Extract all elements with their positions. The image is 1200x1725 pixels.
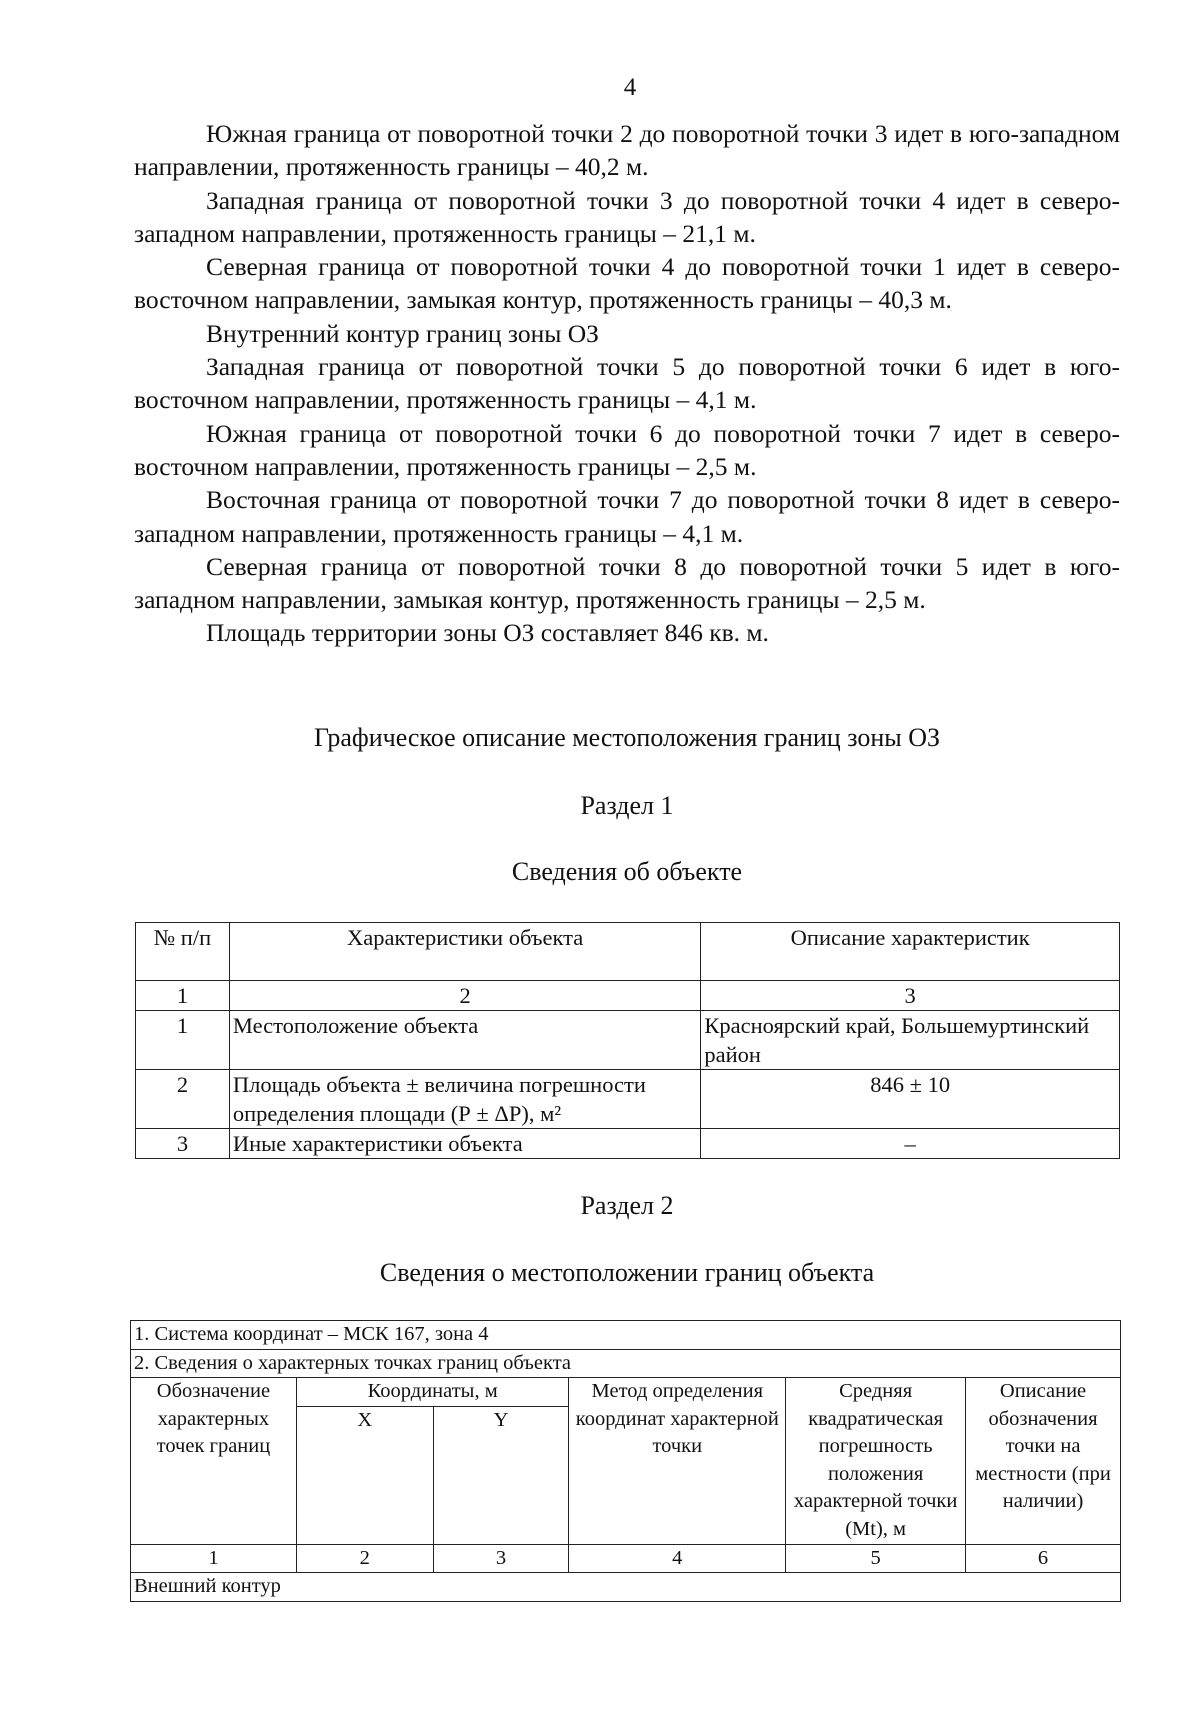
row-number: 1	[136, 1011, 230, 1070]
row-number: 2	[136, 1070, 230, 1129]
index-cell: 3	[701, 981, 1120, 1011]
page-number: 4	[623, 74, 637, 101]
index-cell: 3	[433, 1544, 569, 1573]
row-characteristic: Местоположение объекта	[229, 1011, 700, 1070]
col-header-mean-error: Средняя квадратическая погрешность положения характерной точки (Mt), м	[786, 1378, 966, 1545]
index-cell: 1	[136, 981, 230, 1011]
row-characteristic: Иные характеристики объекта	[229, 1129, 700, 1159]
points-info-title: 2. Сведения о характерных точках границ объекта	[131, 1349, 1121, 1378]
index-cell: 2	[296, 1544, 433, 1573]
body-text	[134, 117, 1120, 650]
row-number: 3	[136, 1129, 230, 1159]
col-header-y: Y	[433, 1406, 569, 1544]
boundary-points-table	[130, 1320, 1121, 1602]
coordinate-system: 1. Система координат – МСК 167, зона 4	[131, 1321, 1121, 1350]
paragraph-north-inner: Северная граница от поворотной точки 8 до поворотной точки 5 идет в юго-западном направлении, замыкая контур, протяженность границы – 2,5 м.	[134, 551, 1120, 615]
row-value: 846 ± 10	[701, 1070, 1120, 1129]
col-header-description: Описание характеристик	[701, 923, 1120, 981]
heading-graphic-description: Графическое описание местоположения границ зоны ОЗ	[313, 723, 941, 752]
col-header-x: X	[296, 1406, 433, 1544]
row-characteristic: Площадь объекта ± величина погрешности определения площади (Р ± ΔР), м²	[229, 1070, 700, 1129]
paragraph-inner-contour-title: Внутренний контур границ зоны ОЗ	[206, 318, 599, 348]
heading-section-1: Раздел 1	[580, 791, 674, 820]
col-header-coordinates: Координаты, м	[296, 1378, 569, 1407]
outer-contour-row: Внешний контур	[131, 1573, 1121, 1602]
col-header-point-description: Описание обозначения точки на местности (при наличии)	[966, 1378, 1121, 1545]
index-cell: 4	[569, 1544, 786, 1573]
paragraph-west-inner: Западная граница от поворотной точки 5 до поворотной точки 6 идет в юго-восточном направлении, протяженность границы – 4,1 м.	[134, 352, 1120, 415]
col-header-characteristics: Характеристики объекта	[229, 923, 700, 981]
heading-location-info: Сведения о местоположении границ объекта	[379, 1258, 875, 1287]
paragraph-east-inner: Восточная граница от поворотной точки 7 до поворотной точки 8 идет в северо-западном направлении, протяженность границы – 4,1 м.	[134, 485, 1120, 548]
paragraph-south-inner: Южная граница от поворотной точки 6 до поворотной точки 7 идет в северо-восточном направлении, протяженность границы – 2,5 м.	[134, 418, 1120, 481]
heading-section-2: Раздел 2	[580, 1191, 674, 1220]
table-row	[136, 1129, 1120, 1159]
paragraph-area: Площадь территории зоны ОЗ составляет 846 кв. м.	[206, 618, 769, 648]
row-value: –	[701, 1129, 1120, 1159]
paragraph-south-outer: Южная граница от поворотной точки 2 до поворотной точки 3 идет в юго-западном направлении, протяженность границы – 40,2 м.	[134, 119, 1120, 182]
index-cell: 2	[229, 981, 700, 1011]
col-header-method: Метод определения координат характерной точки	[569, 1378, 786, 1545]
col-header-point-designation: Обозначение характерных точек границ	[131, 1378, 297, 1545]
table-row	[136, 1070, 1120, 1129]
index-cell: 5	[786, 1544, 966, 1573]
object-info-table	[135, 922, 1120, 1159]
table-row	[136, 1011, 1120, 1070]
row-value: Красноярский край, Большемуртинский район	[701, 1011, 1120, 1070]
paragraph-north-outer: Северная граница от поворотной точки 4 до поворотной точки 1 идет в северо-восточном направлении, замыкая контур, протяженность границы – 40,3 м.	[134, 252, 1120, 315]
index-cell: 1	[131, 1544, 297, 1573]
index-cell: 6	[966, 1544, 1121, 1573]
paragraph-west-outer: Западная граница от поворотной точки 3 до поворотной точки 4 идет в северо-западном направлении, протяженность границы – 21,1 м.	[134, 185, 1120, 248]
heading-object-info: Сведения об объекте	[511, 857, 743, 886]
col-header-number: № п/п	[136, 923, 230, 981]
